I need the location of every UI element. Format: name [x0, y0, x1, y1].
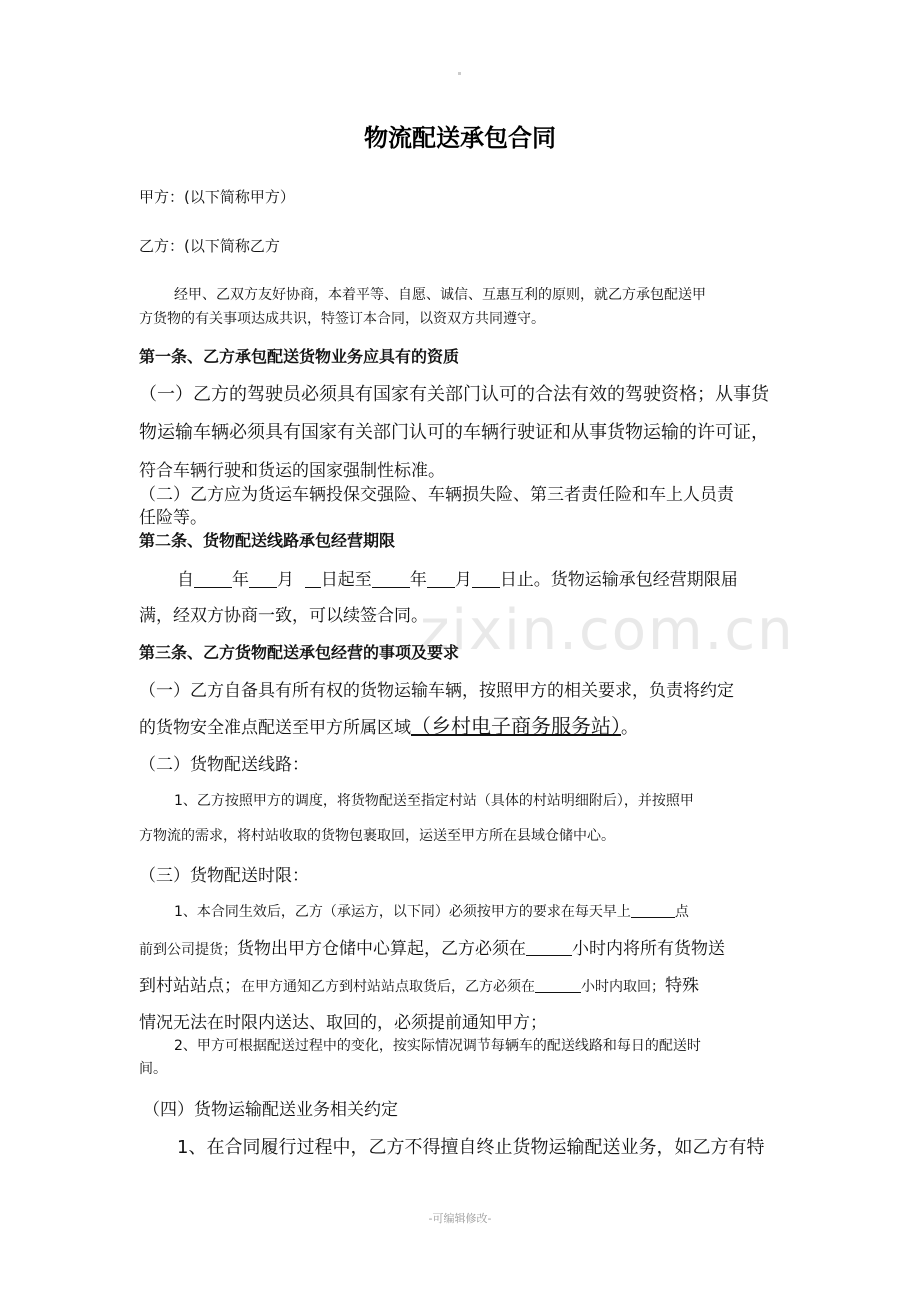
intro-line-2: 方货物的有关事项达成共识，特签订本合同，以资双方共同遵守。 [139, 311, 545, 327]
term-line-2: 满，经双方协商一致，可以续签合同。 [139, 606, 428, 626]
retrieve-text: 小时内取回； [581, 979, 665, 995]
transport-agreement-heading: （四）货物运输配送业务相关约定 [143, 1100, 398, 1120]
pickup-text: 前到公司提货； [139, 942, 237, 958]
term-from-label: 自 [177, 570, 194, 590]
scan-dot [458, 72, 461, 75]
delivery-time-text-1: 1、本合同生效后，乙方（承运方，以下同）必须按甲方的要求在每天早上 [174, 904, 631, 920]
article-3-heading: 第三条、乙方货物配送承包经营的事项及要求 [139, 643, 460, 662]
pickup-hour-blank[interactable] [631, 903, 675, 918]
party-a-line: 甲方：(以下简称甲方） [139, 188, 295, 206]
term-month-label: 月 [277, 570, 294, 590]
route-adjust-line-1: 2、甲方可根据配送过程中的变化，按实际情况调节每辆车的配送线路和每日的配送时 [174, 1038, 701, 1054]
document-title: 物流配送承包合同 [364, 124, 556, 152]
article-3-p1-end: 。 [621, 718, 638, 738]
delivery-time-line-2 [139, 934, 725, 959]
special-text: 特殊 [665, 976, 699, 996]
article-1-p1-line-2: 物运输车辆必须具有国家有关部门认可的车辆行驶证和从事货物运输的许可证， [139, 422, 769, 443]
delivery-time-line-4: 情况无法在时限内送达、取回的，必须提前通知甲方； [139, 1013, 547, 1033]
start-day-blank[interactable] [305, 570, 321, 588]
party-b-line: 乙方：(以下简称乙方 [139, 237, 280, 255]
term-month-label-2: 月 [454, 570, 472, 590]
article-1-heading: 第一条、乙方承包配送货物业务应具有的资质 [139, 347, 460, 366]
delivery-time-line-3 [139, 971, 699, 996]
delivery-time-line-1 [174, 901, 689, 921]
article-3-p1-line-1: （一）乙方自备具有所有权的货物运输车辆，按照甲方的相关要求，负责将约定 [139, 681, 734, 701]
article-1-p2-line-1: （二）乙方应为货运车辆投保交强险、车辆损失险、第三者责任险和车上人员责 [139, 485, 734, 505]
end-year-blank[interactable] [372, 570, 410, 588]
term-year-label-2: 年 [409, 570, 427, 590]
notice-text: 在甲方通知乙方到村站站点取货后，乙方必须在 [241, 979, 535, 995]
article-1-p2-line-2: 任险等。 [139, 508, 207, 528]
route-adjust-line-2: 间。 [139, 1061, 167, 1077]
delivery-hours-blank[interactable] [526, 939, 572, 956]
end-month-blank[interactable] [427, 570, 455, 588]
delivery-send-text: 小时内将所有货物送 [572, 939, 725, 959]
delivery-route-heading: （二）货物配送线路： [139, 755, 309, 775]
service-station-underlined: （乡村电子商务服务站） [411, 714, 621, 738]
delivery-route-line-2: 方物流的需求，将村站收取的货物包裹取回，运送至甲方所在县域仓储中心。 [139, 828, 615, 844]
delivery-time-point: 点 [674, 904, 689, 920]
page-footer: -可编辑修改- [428, 1212, 492, 1225]
article-3-p1-text: 的货物安全准点配送至甲方所属区域 [139, 718, 411, 738]
end-day-blank[interactable] [472, 570, 500, 588]
article-2-heading: 第二条、货物配送线路承包经营期限 [139, 531, 396, 550]
term-year-label: 年 [232, 570, 249, 590]
intro-line-1: 经甲、乙双方友好协商，本着平等、自愿、诚信、互惠互利的原则，就乙方承包配送甲 [174, 287, 706, 303]
term-line [177, 565, 738, 590]
delivery-time-heading: （三）货物配送时限： [139, 866, 309, 886]
term-to-label: 日起至 [320, 570, 372, 590]
delivery-hours-text: 货物出甲方仓储中心算起，乙方必须在 [237, 939, 526, 959]
village-station-text: 到村站站点； [139, 976, 241, 996]
start-month-blank[interactable] [249, 570, 277, 588]
article-1-p1-line-1: （一）乙方的驾驶员必须具有国家有关部门认可的合法有效的驾驶资格；从事货 [139, 384, 769, 405]
retrieve-hours-blank[interactable] [535, 976, 581, 993]
transport-agreement-line-1: 1、在合同履行过程中，乙方不得擅自终止货物运输配送业务，如乙方有特 [177, 1137, 765, 1158]
term-end-text: 日止。货物运输承包经营期限届 [499, 570, 738, 590]
delivery-route-line-1: 1、乙方按照甲方的调度，将货物配送至指定村站（具体的村站明细附后），并按照甲 [174, 793, 694, 809]
watermark: zixin.com.cn [420, 598, 795, 663]
article-1-p1-line-3: 符合车辆行驶和货运的国家强制性标准。 [139, 461, 445, 481]
article-3-p1-line-2 [139, 710, 638, 739]
start-year-blank[interactable] [194, 570, 232, 588]
